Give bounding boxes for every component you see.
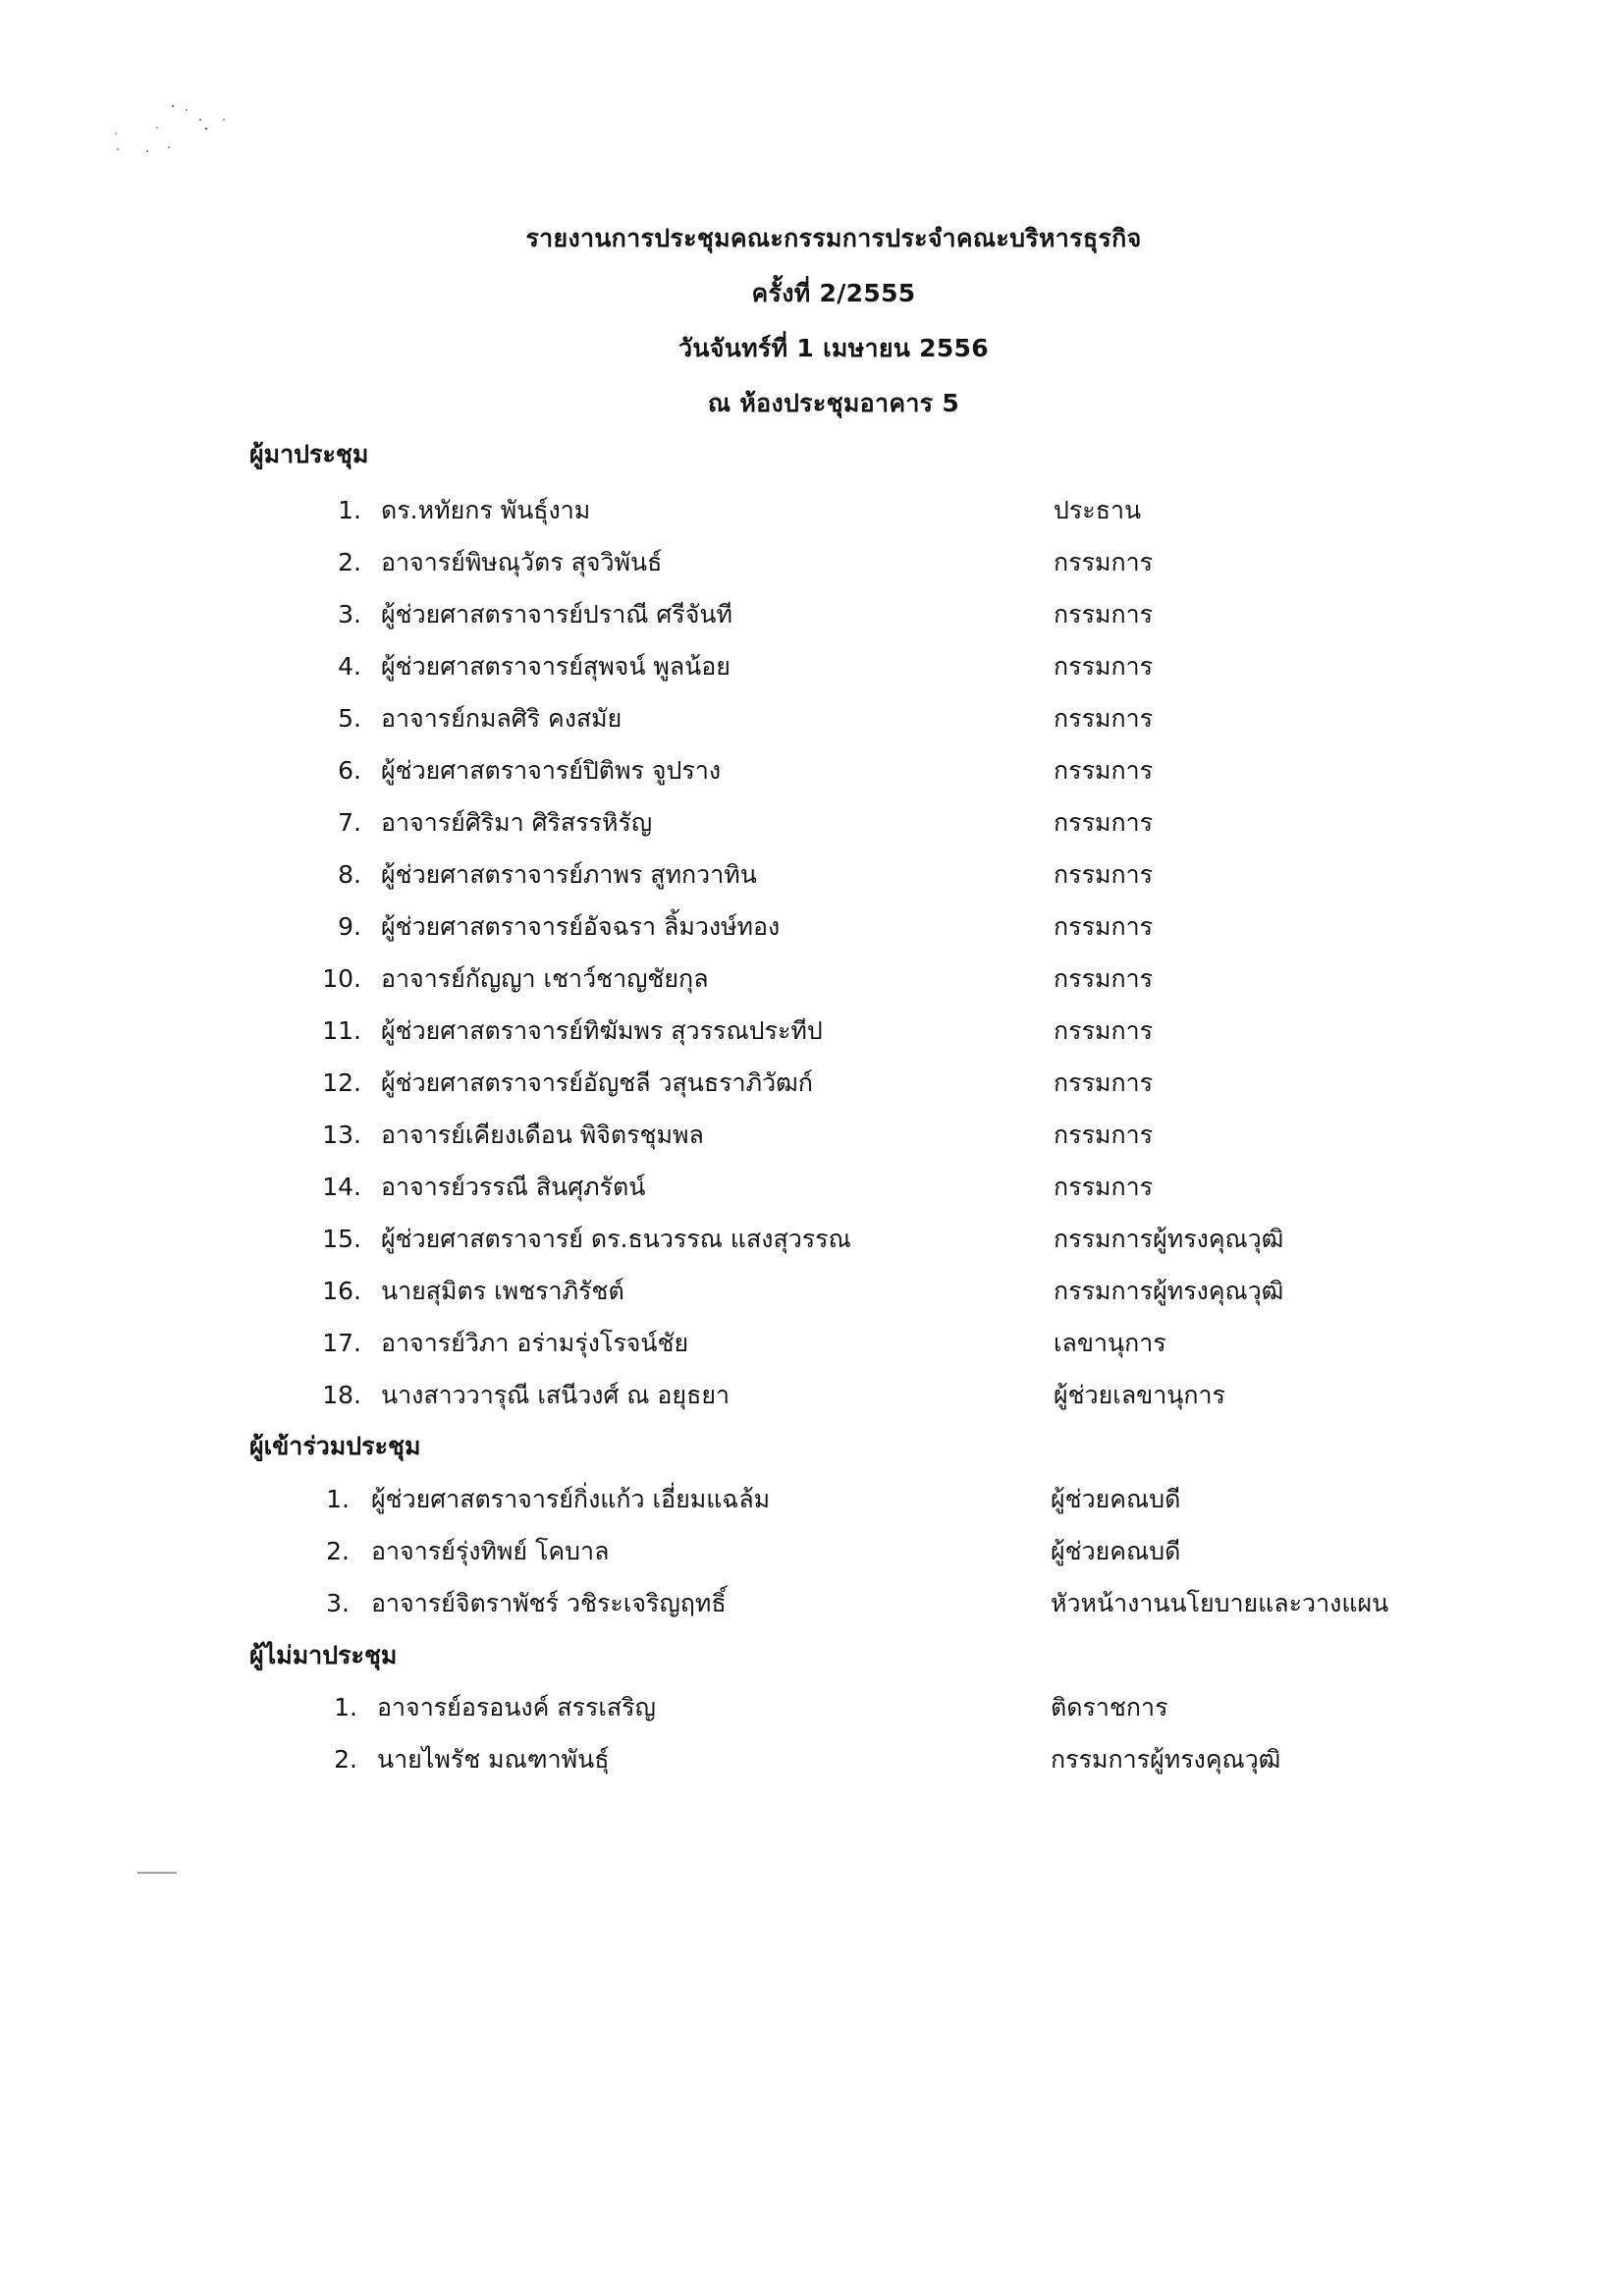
- absentee-name: อาจารย์อรอนงค์ สรรเสริญ: [377, 1693, 656, 1722]
- absentee-name: นายไพรัช มณฑาพันธุ์: [377, 1745, 610, 1774]
- item-number: 5.: [338, 704, 361, 733]
- list-item: [0, 1485, 1624, 1524]
- attendee-name: นายสุมิตร เพชราภิรัชต์: [381, 1277, 624, 1305]
- attendee-name: ผู้ช่วยศาสตราจารย์ภาพร สูทกวาทิน: [381, 860, 757, 889]
- item-number: 10.: [322, 964, 361, 993]
- guest-name: อาจารย์จิตราพัชร์ วชิระเจริญฤทธิ์: [371, 1589, 727, 1617]
- list-item: [0, 1537, 1624, 1576]
- list-item: [0, 496, 1624, 535]
- attendee-role: กรรมการผู้ทรงคุณวุฒิ: [1054, 1225, 1284, 1253]
- list-item: [0, 1589, 1624, 1628]
- attendee-role: กรรมการ: [1054, 548, 1154, 576]
- guest-name: อาจารย์รุ่งทิพย์ โคบาล: [371, 1537, 610, 1565]
- attendee-name: ผู้ช่วยศาสตราจารย์อัจฉรา ลิ้มวงษ์ทอง: [381, 912, 781, 941]
- guests-heading: ผู้เข้าร่วมประชุม: [249, 1432, 421, 1460]
- list-item: [0, 808, 1624, 847]
- list-item: [0, 548, 1624, 587]
- attendees-heading: ผู้มาประชุม: [249, 440, 369, 468]
- meeting-location: ณ ห้องประชุมอาคาร 5: [707, 389, 960, 417]
- scan-specks: [108, 98, 236, 167]
- attendee-name: อาจารย์วิภา อร่ามรุ่งโรจน์ชัย: [381, 1329, 689, 1357]
- attendee-name: อาจารย์ศิริมา ศิริสรรหิรัญ: [381, 808, 653, 837]
- absentee-reason: ติดราชการ: [1051, 1693, 1168, 1722]
- guest-name: ผู้ช่วยศาสตราจารย์กิ่งแก้ว เอี่ยมแฉล้ม: [371, 1485, 771, 1513]
- attendee-name: อาจารย์เคียงเดือน พิจิตรชุมพล: [381, 1121, 704, 1149]
- attendee-name: อาจารย์พิษณุวัตร สุจวิพันธ์: [381, 548, 663, 576]
- item-number: 3.: [326, 1589, 350, 1617]
- list-item: [0, 600, 1624, 639]
- item-number: 2.: [334, 1745, 357, 1774]
- meeting-date: วันจันทร์ที่ 1 เมษายน 2556: [678, 334, 989, 362]
- item-number: 18.: [322, 1381, 361, 1409]
- item-number: 8.: [338, 860, 361, 889]
- guest-role: ผู้ช่วยคณบดี: [1051, 1537, 1181, 1565]
- document-title: รายงานการประชุมคณะกรรมการประจำคณะบริหารธุรกิจ: [525, 224, 1142, 252]
- item-number: 17.: [322, 1329, 361, 1357]
- item-number: 4.: [338, 652, 361, 681]
- list-item: [0, 1745, 1624, 1784]
- list-item: [0, 1173, 1624, 1212]
- attendee-role: กรรมการ: [1054, 1173, 1154, 1201]
- attendee-role: กรรมการ: [1054, 652, 1154, 681]
- item-number: 15.: [322, 1225, 361, 1253]
- attendee-role: กรรมการ: [1054, 808, 1154, 837]
- item-number: 14.: [322, 1173, 361, 1201]
- list-item: [0, 912, 1624, 952]
- list-item: [0, 1068, 1624, 1108]
- list-item: [0, 1121, 1624, 1160]
- attendee-role: เลขานุการ: [1054, 1329, 1166, 1357]
- item-number: 13.: [322, 1121, 361, 1149]
- attendee-name: อาจารย์วรรณี สินศุภรัตน์: [381, 1173, 646, 1201]
- item-number: 6.: [338, 756, 361, 785]
- guest-role: ผู้ช่วยคณบดี: [1051, 1485, 1181, 1513]
- item-number: 12.: [322, 1068, 361, 1097]
- list-item: [0, 1381, 1624, 1420]
- attendee-role: กรรมการ: [1054, 1068, 1154, 1097]
- list-item: [0, 756, 1624, 795]
- attendee-name: อาจารย์กมลศิริ คงสมัย: [381, 704, 623, 733]
- item-number: 3.: [338, 600, 361, 629]
- item-number: 1.: [326, 1485, 350, 1513]
- list-item: [0, 704, 1624, 743]
- attendee-name: ดร.หทัยกร พันธุ์งาม: [381, 496, 591, 524]
- item-number: 2.: [338, 548, 361, 576]
- list-item: [0, 1693, 1624, 1732]
- attendee-role: กรรมการ: [1054, 704, 1154, 733]
- attendee-name: ผู้ช่วยศาสตราจารย์สุพจน์ พูลน้อย: [381, 652, 731, 681]
- list-item: [0, 964, 1624, 1004]
- item-number: 1.: [334, 1693, 357, 1722]
- attendee-name: ผู้ช่วยศาสตราจารย์ทิฆัมพร สุวรรณประทีป: [381, 1016, 823, 1045]
- list-item: [0, 1016, 1624, 1056]
- list-item: [0, 1329, 1624, 1368]
- absent-heading: ผู้ไม่มาประชุม: [249, 1641, 398, 1669]
- attendee-role: กรรมการ: [1054, 1121, 1154, 1149]
- guest-role: หัวหน้างานนโยบายและวางแผน: [1051, 1589, 1389, 1617]
- list-item: [0, 1225, 1624, 1264]
- attendee-name: ผู้ช่วยศาสตราจารย์อัญชลี วสุนธราภิวัฒก์: [381, 1068, 813, 1097]
- item-number: 11.: [322, 1016, 361, 1045]
- attendee-role: กรรมการ: [1054, 600, 1154, 629]
- attendee-name: ผู้ช่วยศาสตราจารย์ปราณี ศรีจันที: [381, 600, 732, 629]
- attendee-name: อาจารย์กัญญา เชาว์ชาญชัยกุล: [381, 964, 709, 993]
- attendee-role: กรรมการ: [1054, 860, 1154, 889]
- item-number: 7.: [338, 808, 361, 837]
- attendee-name: ผู้ช่วยศาสตราจารย์ ดร.ธนวรรณ แสงสุวรรณ: [381, 1225, 851, 1253]
- attendee-role: ประธาน: [1054, 496, 1142, 524]
- list-item: [0, 652, 1624, 691]
- item-number: 2.: [326, 1537, 350, 1565]
- attendee-name: นางสาววารุณี เสนีวงศ์ ณ อยุธยา: [381, 1381, 731, 1409]
- attendee-role: กรรมการ: [1054, 756, 1154, 785]
- scan-mark: [137, 1872, 177, 1874]
- attendee-role: กรรมการ: [1054, 912, 1154, 941]
- list-item: [0, 860, 1624, 900]
- item-number: 9.: [338, 912, 361, 941]
- attendee-role: กรรมการ: [1054, 1016, 1154, 1045]
- attendee-name: ผู้ช่วยศาสตราจารย์ปิติพร จูปราง: [381, 756, 722, 785]
- list-item: [0, 1277, 1624, 1316]
- attendee-role: กรรมการผู้ทรงคุณวุฒิ: [1054, 1277, 1284, 1305]
- absentee-reason: กรรมการผู้ทรงคุณวุฒิ: [1051, 1745, 1281, 1774]
- item-number: 1.: [338, 496, 361, 524]
- attendee-role: ผู้ช่วยเลขานุการ: [1054, 1381, 1225, 1409]
- attendee-role: กรรมการ: [1054, 964, 1154, 993]
- meeting-number: ครั้งที่ 2/2555: [751, 279, 916, 307]
- item-number: 16.: [322, 1277, 361, 1305]
